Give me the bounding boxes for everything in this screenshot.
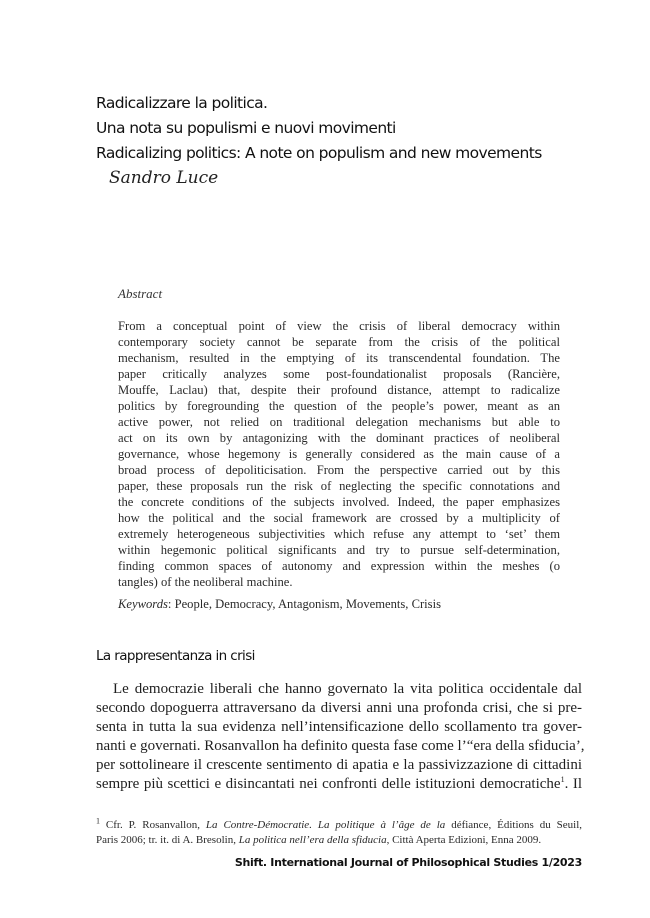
body-line: senta in tutta la sua evidenza nell’intensificazione dello scollamento tra gover- [96,719,582,735]
keywords-list: : People, Democracy, Antagonism, Movements, Crisis [167,597,441,611]
body-line: Le democrazie liberali che hanno governato la vita politica occidentale dal [113,681,582,697]
abstract-line: broad process of depoliticisation. From the perspective carried out by this [118,463,560,477]
journal-footer: Shift. International Journal of Philosophical Studies 1/2023 [234,856,582,869]
abstract-line: extremely heterogeneous subjectivities which refuse any attempt to ‘set’ them [118,527,560,541]
section-heading: La rappresentanza in crisi [96,648,255,664]
abstract-line: paper, these proposals run the risk of neglecting the specific connotations and [118,479,560,493]
title-italian-line-1: Radicalizzare la politica. [96,94,268,112]
footnote-text: Paris 2006; tr. it. di A. Bresolin, [96,834,239,846]
body-line: per sottolineare il crescente sentimento di apatia e la passivizzazione di cittadini [96,757,582,773]
footnote-marker: 1 [96,816,100,826]
abstract-line: active power, not relied on traditional delegation mechanisms but able to [118,415,560,429]
body-line: secondo dopoguerra attraversano da diversi anni una profonda crisi, che si pre- [96,700,582,716]
abstract-line: From a conceptual point of view the crisis of liberal democracy within [118,319,560,333]
body-line-tail: . Il [564,776,582,792]
footnote-line [96,833,582,848]
abstract-line: tangles) of the neoliberal machine. [118,575,293,589]
body-line [96,775,582,794]
abstract-line: finding common spaces of autonomy and expression within the meshes (o [118,559,560,573]
abstract-line: within hegemonic political significants and try to pursue self-determination, [118,543,560,557]
footnote-text: Cfr. P. Rosanvallon, [100,819,206,831]
footnote-text: défiance, Éditions du Seuil, [445,819,582,831]
abstract-line: politics by foregrounding the question of the people’s power, meant as an [118,399,560,413]
abstract-line: contemporary society cannot be separate from the crisis of the political [118,335,560,349]
title-italian-line-2: Una nota su populismi e nuovi movimenti [96,119,396,137]
footnote-book-title: La politica nell’era della sfiducia [238,834,387,846]
abstract-line: act on its own by antagonizing with the dominant practices of neoliberal [118,431,560,445]
abstract-line: paper critically analyzes some post-foundationalist proposals (Rancière, [118,367,560,381]
abstract-heading: Abstract [118,286,163,301]
footnote-book-title: La Contre-Démocratie. La politique à l’âge de la [205,819,446,831]
abstract-line: the concrete conditions of the subjects involved. Indeed, the paper emphasizes [118,495,560,509]
footnote-line [96,818,582,833]
footnote-reference[interactable]: 1 [560,775,565,784]
author-name: Sandro Luce [109,168,219,188]
keywords-label: Keywords [118,597,168,611]
keywords [118,597,441,612]
body-line-text: sempre più scettici e disincantati nei confronti delle istituzioni democratiche [96,776,561,792]
title-english: Radicalizing politics: A note on populism and new movements [96,144,542,162]
abstract-line: Mouffe, Laclau) that, despite their profound distance, attempt to radicalize [118,383,560,397]
body-line: nanti e governati. Rosanvallon ha definito questa fase come l’“era della sfiducia’, [96,738,585,754]
footnote-text: , Città Aperta Edizioni, Enna 2009. [386,834,542,846]
abstract-line: governance, whose hegemony is generally considered as the main cause of a [118,447,560,461]
abstract-line: mechanism, resulted in the emptying of its transcendental foundation. The [118,351,560,365]
abstract-line: how the political and the social framework are crossed by a multiplicity of [118,511,560,525]
